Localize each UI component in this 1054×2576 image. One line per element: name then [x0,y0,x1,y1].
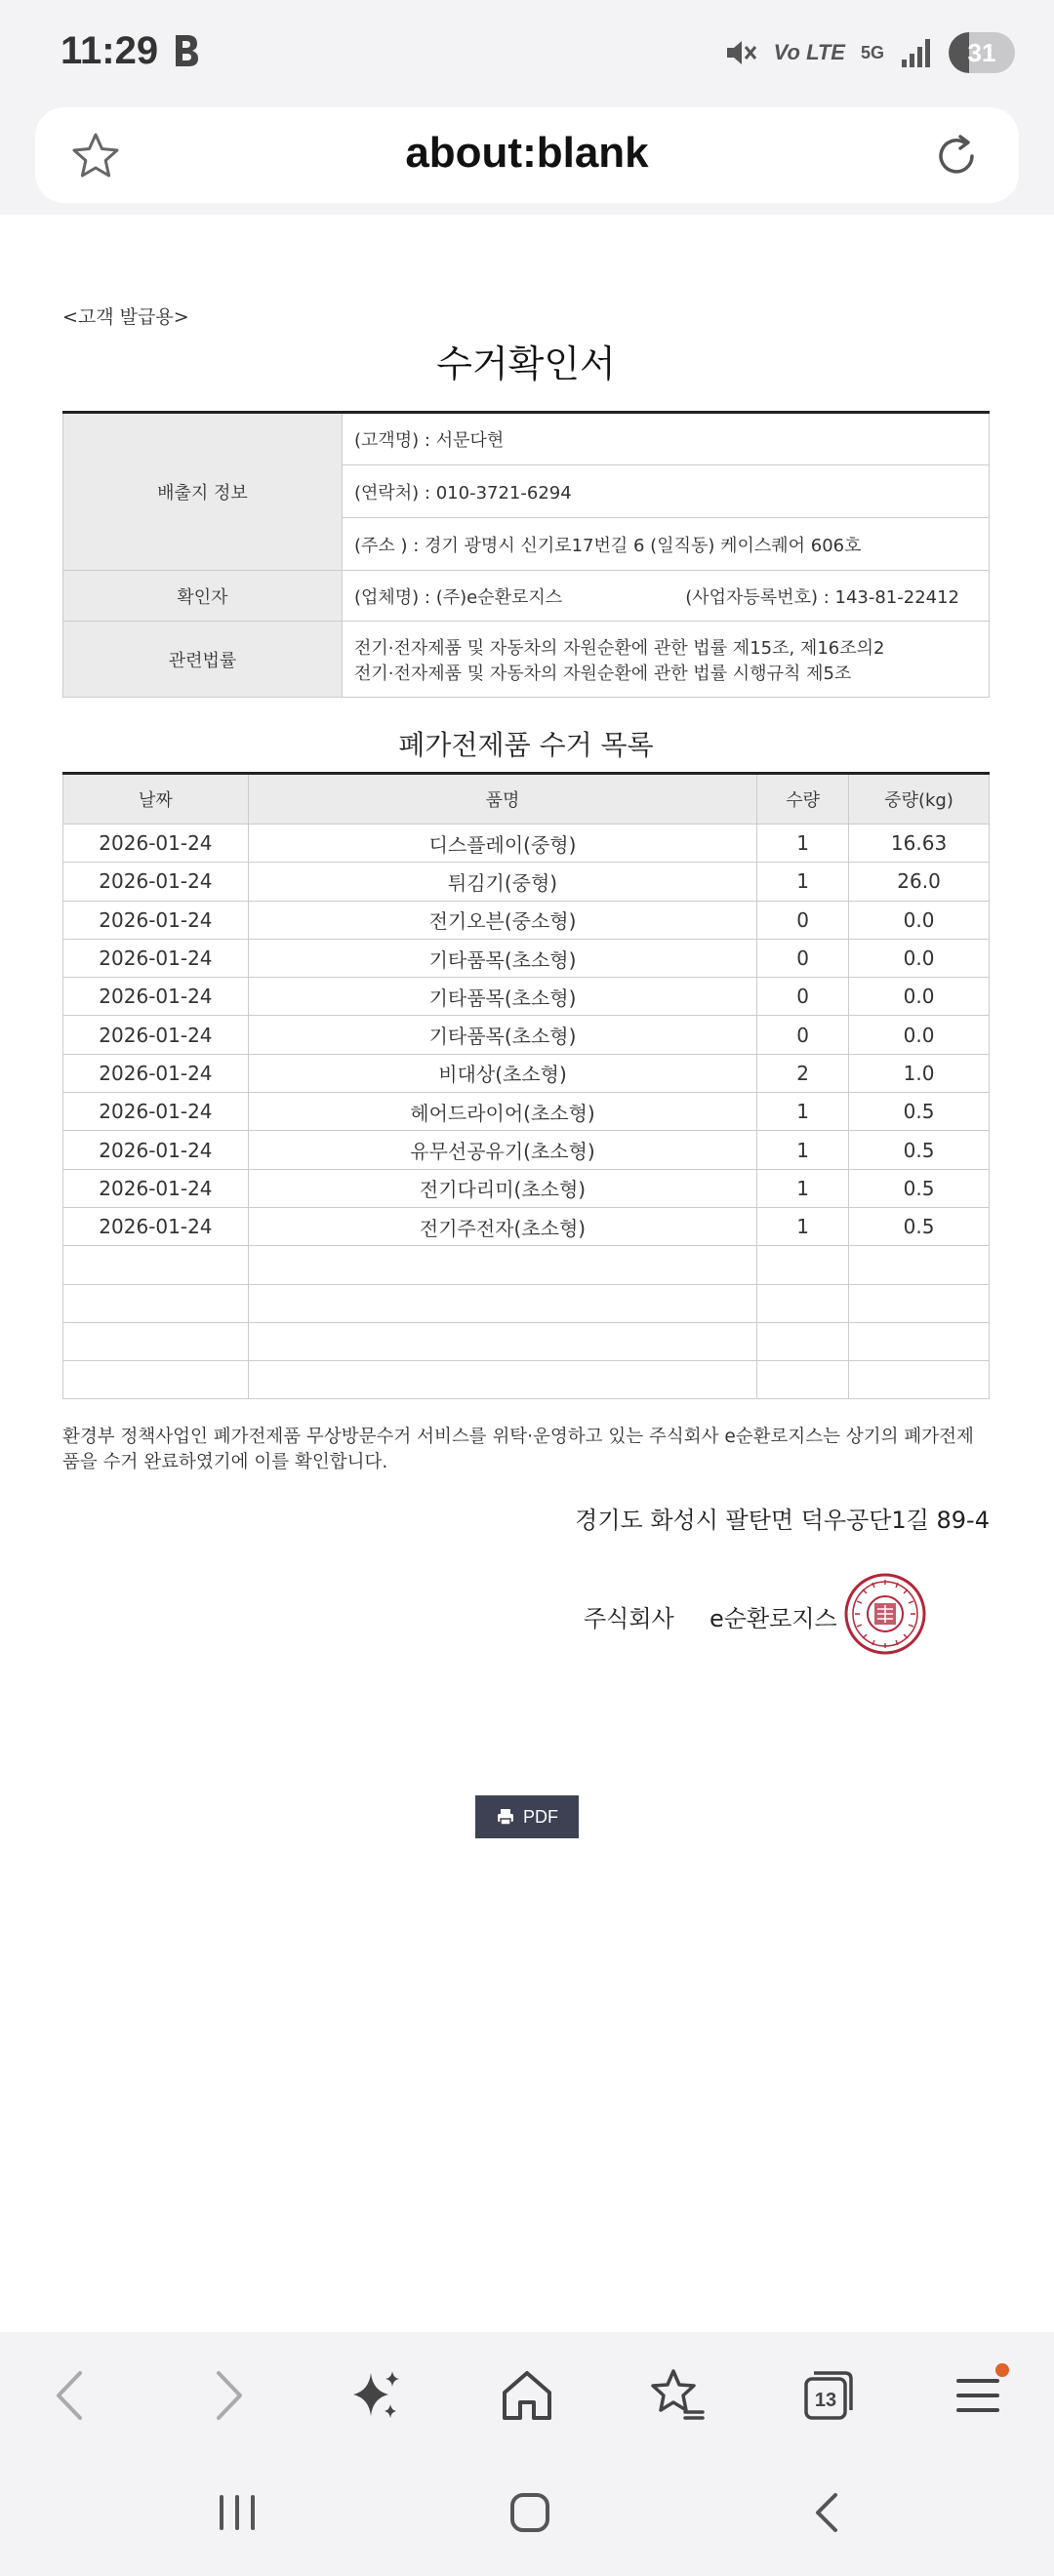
row-date [63,1361,249,1399]
signal-icon [900,36,933,69]
confirmation-notice: 환경부 정책사업인 폐가전제품 무상방문수거 서비스를 위탁·운영하고 있는 주식회사 e순환로지스는 상기의 폐가전제품을 수거 완료하였기에 이를 확인합니다. [62,1427,974,1473]
table-row [63,1246,990,1284]
info-table [62,411,990,698]
row-item-name [248,1322,756,1360]
table-row [63,901,990,939]
pdf-button-label: PDF [523,1806,558,1827]
row-date: 2026-01-24 [63,825,249,863]
battery-level: 31 [967,37,996,67]
address-bar[interactable] [35,107,1019,203]
row-quantity: 0 [757,901,849,939]
forward-icon[interactable] [191,2361,260,2430]
recent-apps-icon[interactable] [208,2483,266,2542]
home-nav-icon[interactable] [501,2483,559,2542]
bookmarks-icon[interactable] [642,2361,710,2430]
company-address: 경기도 화성시 팔탄면 덕우공단1길 89-4 [575,1507,990,1535]
table-row [63,825,990,863]
row-date [63,1246,249,1284]
confirmer-cell [343,571,990,622]
table-row [63,1322,990,1360]
battery-indicator [949,32,1015,73]
document-title: 수거확인서 [436,342,616,385]
table-row [63,939,990,977]
row-weight: 0.5 [849,1093,990,1131]
row-weight: 0.5 [849,1131,990,1169]
row-item-name: 전기다리미(초소형) [248,1169,756,1207]
table-row [63,1131,990,1169]
table-row [63,1207,990,1245]
row-item-name: 전기주전자(초소형) [248,1207,756,1245]
receipt-document [62,293,990,1670]
row-quantity: 0 [757,978,849,1016]
status-icons [723,29,1015,76]
company-name-sign: e순환로지스 [709,1605,837,1633]
issue-label: <고객 발급용> [62,306,189,328]
row-date: 2026-01-24 [63,1131,249,1169]
table-row [63,1169,990,1207]
law-line-2: 전기·전자제품 및 자동차의 자원순환에 관한 법률 시행규칙 제5조 [354,663,852,684]
company-name: (업체명) : (주)e순환로지스 [354,586,563,608]
company-seal-icon [843,1572,927,1656]
customer-contact: (연락처) : 010-3721-6294 [343,465,990,518]
row-weight: 0.5 [849,1169,990,1207]
row-date: 2026-01-24 [63,1169,249,1207]
confirmer-header: 확인자 [63,571,343,622]
company-signature [62,1562,990,1670]
table-row [63,1284,990,1322]
table-row [63,1093,990,1131]
row-date: 2026-01-24 [63,1054,249,1092]
table-row [63,1054,990,1092]
5g-label: 5G [860,43,884,62]
law-line-1: 전기·전자제품 및 자동차의 자원순환에 관한 법률 제15조, 제16조의2 [354,637,885,659]
row-date: 2026-01-24 [63,1016,249,1054]
col-date: 날짜 [63,774,249,825]
law-cell [343,622,990,698]
col-item: 품명 [248,774,756,825]
row-quantity [757,1246,849,1284]
status-time: 11:29 [61,29,159,72]
b-app-icon [174,33,199,68]
row-weight: 0.0 [849,1016,990,1054]
row-weight: 0.0 [849,978,990,1016]
row-weight: 16.63 [849,825,990,863]
row-item-name: 헤어드라이어(초소형) [248,1093,756,1131]
row-item-name: 기타품목(초소형) [248,1016,756,1054]
customer-address: (주소 ) : 경기 광명시 신기로17번길 6 (일직동) 케이스퀘어 606호 [343,518,990,571]
pdf-button[interactable] [475,1795,579,1838]
row-quantity [757,1284,849,1322]
row-weight [849,1361,990,1399]
row-quantity: 1 [757,1169,849,1207]
col-weight: 중량(kg) [849,774,990,825]
table-row [63,863,990,901]
row-weight [849,1284,990,1322]
law-header: 관련법률 [63,622,343,698]
row-item-name: 기타품목(초소형) [248,978,756,1016]
row-quantity [757,1322,849,1360]
address-bar-area [0,107,1054,215]
row-weight [849,1322,990,1360]
row-weight: 0.0 [849,939,990,977]
volte-label: Vo LTE [773,40,845,64]
row-item-name: 디스플레이(중형) [248,825,756,863]
row-quantity: 1 [757,825,849,863]
row-quantity: 1 [757,1093,849,1131]
browser-bottom-nav [0,2332,1054,2454]
home-icon[interactable] [493,2361,561,2430]
table-row [63,1361,990,1399]
row-quantity: 1 [757,1207,849,1245]
row-quantity: 0 [757,939,849,977]
row-quantity: 0 [757,1016,849,1054]
row-quantity: 2 [757,1054,849,1092]
row-date: 2026-01-24 [63,1093,249,1131]
business-number: (사업자등록번호) : 143-81-22412 [685,586,959,608]
items-body [63,825,990,1399]
col-qty: 수량 [757,774,849,825]
row-weight: 26.0 [849,863,990,901]
menu-button[interactable] [945,2361,1013,2430]
list-title: 폐가전제품 수거 목록 [398,729,654,761]
row-item-name: 비대상(초소형) [248,1054,756,1092]
row-date [63,1322,249,1360]
row-weight: 0.5 [849,1207,990,1245]
emission-header: 배출지 정보 [63,413,343,571]
table-row [63,1016,990,1054]
row-date: 2026-01-24 [63,939,249,977]
row-item-name: 기타품목(초소형) [248,939,756,977]
row-weight [849,1246,990,1284]
system-nav-bar [0,2454,1054,2576]
reload-icon[interactable] [931,131,982,181]
row-item-name [248,1284,756,1322]
notification-dot [995,2363,1009,2377]
customer-name: (고객명) : 서문다현 [343,413,990,465]
items-table [62,772,990,1399]
row-item-name: 유무선공유기(초소형) [248,1131,756,1169]
row-item-name [248,1246,756,1284]
row-date: 2026-01-24 [63,978,249,1016]
back-nav-icon[interactable] [798,2483,857,2542]
row-date: 2026-01-24 [63,863,249,901]
row-quantity: 1 [757,1131,849,1169]
row-quantity: 1 [757,863,849,901]
url-text[interactable]: about:blank [405,129,649,177]
ai-sparkle-icon[interactable] [342,2361,410,2430]
tabs-button[interactable] [792,2361,861,2430]
printer-icon [496,1807,515,1827]
company-prefix: 주식회사 [584,1605,674,1633]
row-weight: 1.0 [849,1054,990,1092]
back-icon[interactable] [39,2361,107,2430]
row-date: 2026-01-24 [63,1207,249,1245]
row-date [63,1284,249,1322]
status-bar [0,0,1054,107]
row-date: 2026-01-24 [63,901,249,939]
tab-count: 13 [814,2389,837,2411]
row-weight: 0.0 [849,901,990,939]
row-quantity [757,1361,849,1399]
mute-icon [723,35,758,70]
row-item-name [248,1361,756,1399]
table-row [63,978,990,1016]
row-item-name: 튀김기(중형) [248,863,756,901]
row-item-name: 전기오븐(중소형) [248,901,756,939]
